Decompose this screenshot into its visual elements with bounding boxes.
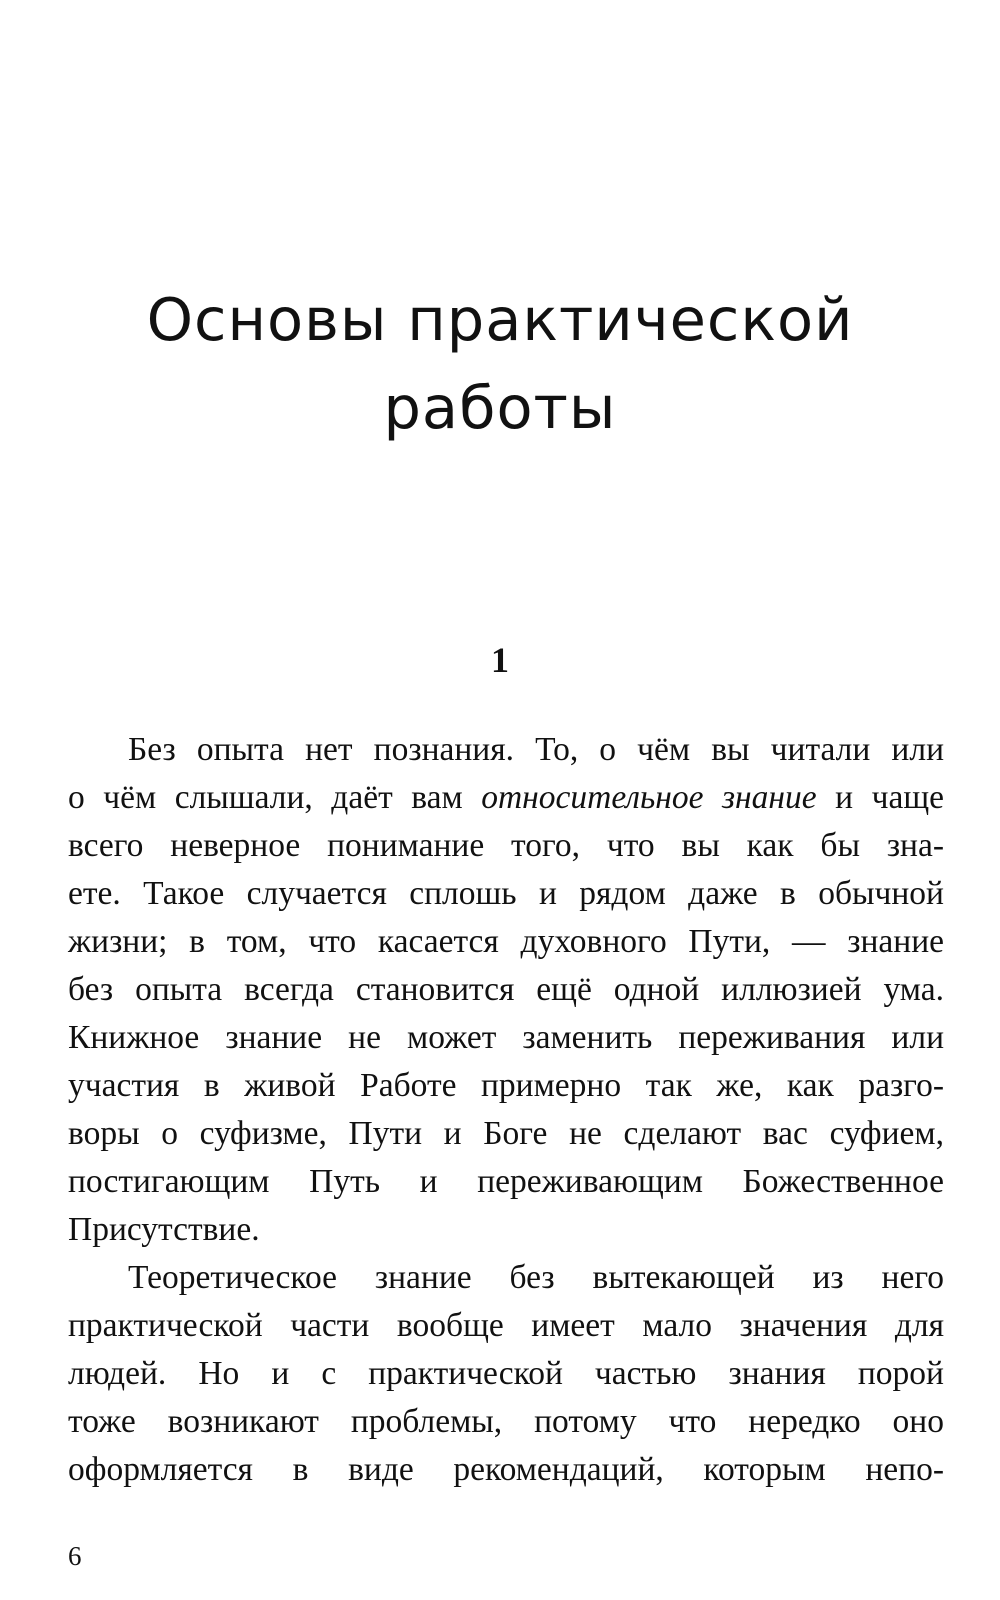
paragraph-2-line: практической части вообще имеет мало значения для [68, 1307, 944, 1344]
paragraph-1-line: Без опыта нет познания. То, о чём вы читали или [128, 731, 944, 768]
paragraph-1-line-2 [68, 774, 944, 822]
body-text [68, 726, 944, 1494]
chapter-title [0, 276, 1000, 453]
paragraph-1-line-2-end: и чаще [816, 779, 945, 816]
paragraph-1-line: Книжное знание не может заменить переживания или [68, 1019, 944, 1056]
section-number: 1 [491, 640, 509, 680]
paragraph-1 [68, 726, 944, 1254]
paragraph-2 [68, 1254, 944, 1494]
paragraph-1-line: Присутствие. [68, 1211, 260, 1248]
paragraph-1-line: воры о суфизме, Пути и Боге не сделают вас суфием, [68, 1115, 944, 1152]
emphasis-relative-knowledge: относительное знание [481, 779, 817, 816]
paragraph-1-line: ете. Такое случается сплошь и рядом даже в обычной [68, 875, 944, 912]
page-number: 6 [68, 1541, 82, 1571]
paragraph-1-line: без опыта всегда становится ещё одной иллюзией ума. [68, 971, 944, 1008]
paragraph-1-line: жизни; в том, что касается духовного Пути, — знание [68, 923, 944, 960]
paragraph-2-line: Теоретическое знание без вытекающей из него [128, 1259, 944, 1296]
paragraph-1-line: постигающим Путь и переживающим Божественное [68, 1163, 944, 1200]
paragraph-2-line: людей. Но и с практической частью знания порой [68, 1355, 944, 1392]
chapter-title-line-2: работы [383, 373, 617, 443]
chapter-title-line-1: Основы практической [146, 284, 854, 354]
paragraph-2-line: оформляется в виде рекомендаций, которым непо- [68, 1451, 944, 1488]
paragraph-1-line: всего неверное понимание того, что вы как бы зна- [68, 827, 944, 864]
paragraph-2-line: тоже возникают проблемы, потому что нередко оно [68, 1403, 944, 1440]
paragraph-1-line: участия в живой Работе примерно так же, как разго- [68, 1067, 944, 1104]
paragraph-1-line-2-start: о чём слышали, даёт вам [68, 779, 482, 816]
